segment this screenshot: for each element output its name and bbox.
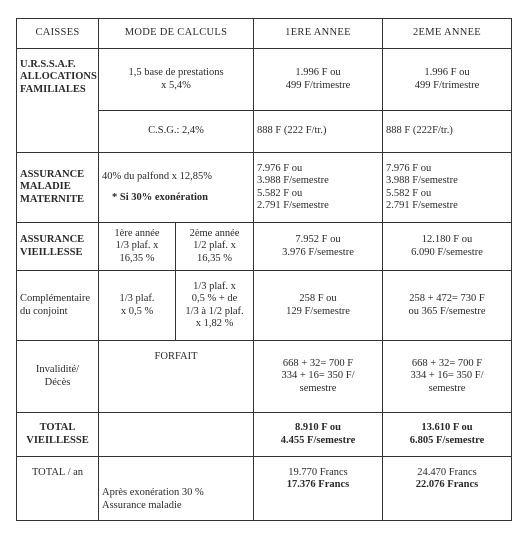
label-total-vieillesse: TOTAL VIEILLESSE xyxy=(17,413,99,457)
header-mode-de-calculs: MODE DE CALCULS xyxy=(99,19,254,49)
row-maladie xyxy=(17,153,512,223)
year2-vieillesse: 12.180 F ou 6.090 F/semestre xyxy=(383,223,512,271)
year2-total-an xyxy=(383,457,512,521)
year1-total-an xyxy=(254,457,383,521)
mode-maladie xyxy=(99,153,254,223)
year2-maladie: 7.976 F ou 3.988 F/semestre 5.582 F ou 2.791 F/semestre xyxy=(383,153,512,223)
label-maladie: ASSURANCE MALADIE MATERNITE xyxy=(17,153,99,223)
mode-vieillesse-1ere-annee: 1ère année 1/3 plaf. x 16,35 % xyxy=(99,223,176,271)
mode-maladie-rate: 40% du palfond x 12,85% xyxy=(102,171,212,183)
year1-csg: 888 F (222 F/tr.) xyxy=(254,111,383,153)
mode-conjoint-2eme-annee: 1/3 plaf. x 0,5 % + de 1/3 à 1/2 plaf. x 1,82 % xyxy=(176,271,254,341)
header-2eme-annee: 2EME ANNEE xyxy=(383,19,512,49)
year1-maladie: 7.976 F ou 3.988 F/semestre 5.582 F ou 2.791 F/semestre xyxy=(254,153,383,223)
mode-urssaf: 1,5 base de prestations x 5,4% xyxy=(99,49,254,111)
row-total-an xyxy=(17,457,512,521)
year2-total-vieillesse: 13.610 F ou 6.805 F/semestre xyxy=(383,413,512,457)
year2-invalidite: 668 + 32= 700 F 334 + 16= 350 F/ semestre xyxy=(383,341,512,413)
year1-conjoint: 258 F ou 129 F/semestre xyxy=(254,271,383,341)
year1-total-an-brut: 19.770 Francs xyxy=(288,467,348,478)
year1-total-an-exonere: 17.376 Francs xyxy=(286,479,350,491)
year1-vieillesse: 7.952 F ou 3.976 F/semestre xyxy=(254,223,383,271)
mode-csg: C.S.G.: 2,4% xyxy=(99,111,254,153)
mode-invalidite: FORFAIT xyxy=(99,341,254,413)
year2-total-an-exonere: 22.076 Francs xyxy=(415,479,479,491)
mode-total-an: Après exonération 30 % Assurance maladie xyxy=(99,457,254,521)
label-total-an: TOTAL / an xyxy=(17,457,99,521)
year2-csg: 888 F (222F/tr.) xyxy=(383,111,512,153)
label-vieillesse: ASSURANCE VIEILLESSE xyxy=(17,223,99,271)
year1-invalidite: 668 + 32= 700 F 334 + 16= 350 F/ semestre xyxy=(254,341,383,413)
year1-urssaf: 1.996 F ou 499 F/trimestre xyxy=(254,49,383,111)
header-row xyxy=(17,19,512,49)
label-urssaf: U.R.S.S.A.F. ALLOCATIONS FAMILIALES xyxy=(17,49,99,153)
mode-vieillesse-2eme-annee: 2ème année 1/2 plaf. x 16,35 % xyxy=(176,223,254,271)
label-invalidite: Invalidité/ Décès xyxy=(17,341,99,413)
header-1ere-annee: 1ERE ANNEE xyxy=(254,19,383,49)
year2-total-an-brut: 24.470 Francs xyxy=(417,467,477,478)
mode-total-vieillesse-empty xyxy=(99,413,254,457)
mode-conjoint-1ere-annee: 1/3 plaf. x 0,5 % xyxy=(99,271,176,341)
year2-urssaf: 1.996 F ou 499 F/trimestre xyxy=(383,49,512,111)
row-vieillesse xyxy=(17,223,512,271)
year1-total-vieillesse: 8.910 F ou 4.455 F/semestre xyxy=(254,413,383,457)
row-invalidite xyxy=(17,341,512,413)
row-conjoint xyxy=(17,271,512,341)
label-conjoint: Complémentaire du conjoint xyxy=(17,271,99,341)
mode-maladie-exoneration: * Si 30% exonération xyxy=(112,191,208,203)
header-caisses: CAISSES xyxy=(17,19,99,49)
year2-conjoint: 258 + 472= 730 F ou 365 F/semestre xyxy=(383,271,512,341)
row-total-vieillesse xyxy=(17,413,512,457)
row-urssaf xyxy=(17,49,512,111)
contributions-table xyxy=(16,18,512,521)
